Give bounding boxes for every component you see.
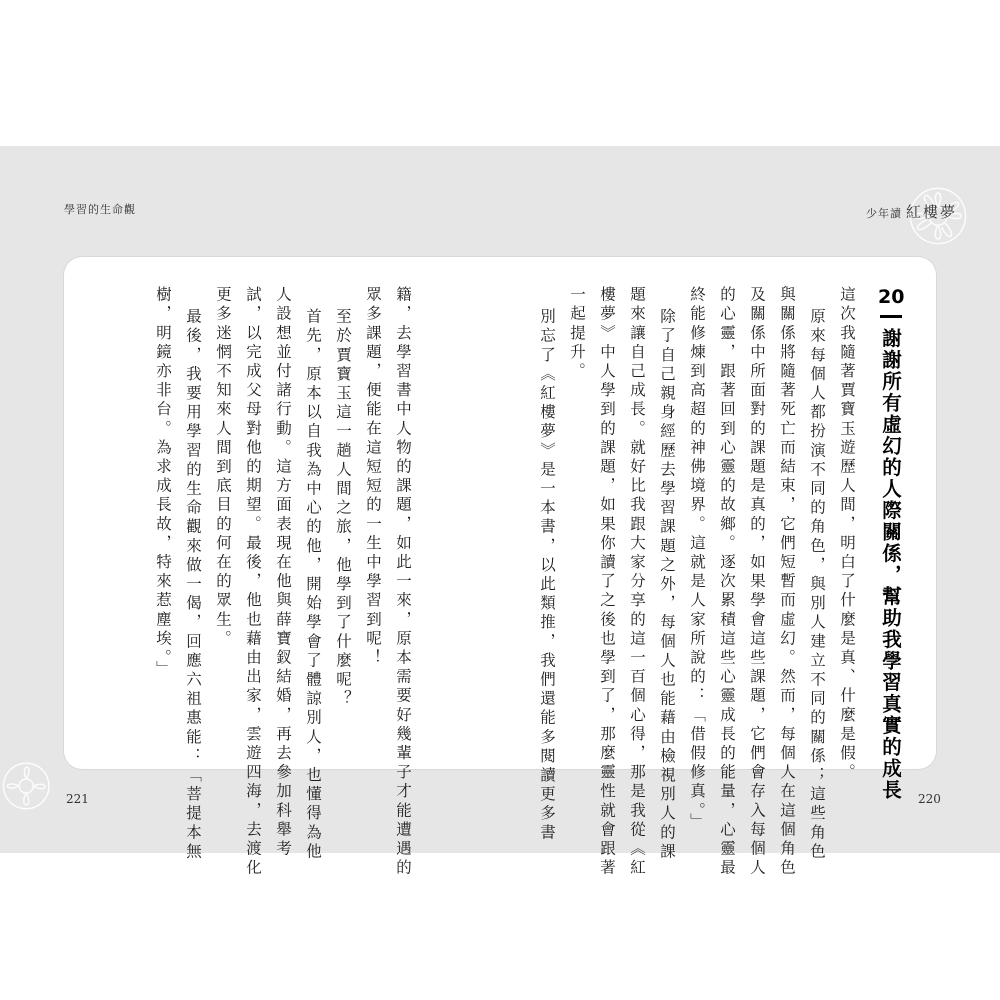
text-column: 籍，去學習書中人物的課題，如此一來，原本需要好幾輩子才能遭遇的: [394, 286, 412, 879]
text-column: 眾多課題，便能在這短短的一生中學習到呢！: [364, 286, 382, 668]
text-column: 一起提升。: [568, 286, 586, 382]
text-column: 至於賈寶玉這一趟人間之旅，他學到了什麼呢？: [334, 308, 352, 710]
text-column: 的心靈，跟著回到心靈的故鄉。逐次累積這些心靈成長的能量，心靈最: [718, 286, 736, 879]
text-column: 除了自己親身經歷去學習課題之外，每個人也能藉由檢視別人的課: [658, 308, 676, 862]
text-column: 試，以完成父母對他的期望。最後，他也藉由出家，雲遊四海，去渡化: [244, 286, 262, 879]
series-label: 少年讀: [866, 207, 902, 220]
text-column: 及關係中所面對的課題是真的，如果學會這些課題，它們會存入每個人: [748, 286, 766, 879]
text-column: 終能修煉到高超的神佛境界。這就是人家所說的：「借假修真。」: [688, 286, 706, 833]
text-column: 首先，原本以自我為中心的他，開始學會了體諒別人，也懂得為他: [304, 308, 322, 862]
text-column: 題來讓自己成長。就好比我跟大家分享的這一百個心得，那是我從《紅: [628, 286, 646, 879]
chapter-number: 20: [878, 286, 905, 308]
page-number-right: 220: [918, 792, 941, 806]
chapter-dash: [880, 315, 902, 318]
text-column: 與關係將隨著死亡而結束，它們短暫而虛幻。然而，每個人在這個角色: [778, 286, 796, 879]
text-column: 更多迷惘不知來人間到底目的何在的眾生。: [214, 286, 232, 649]
text-column: 樓夢》中人學到的課題，如果你讀了之後也學到了，那麼靈性就會跟著: [598, 286, 616, 879]
floral-ornament-icon: [0, 742, 70, 830]
text-column: 別忘了《紅樓夢》是一本書，以此類推，我們還能多閱讀更多書: [538, 308, 556, 843]
text-column: 樹，明鏡亦非台。為求成長故，特來惹塵埃。」: [154, 286, 172, 680]
book-title: 紅樓夢: [906, 203, 958, 221]
text-column: 最後，我要用學習的生命觀來做一偈，回應六祖惠能：「菩提本無: [184, 308, 202, 862]
chapter-title: 謝謝所有虛幻的人際關係，幫助我學習真實的成長: [879, 328, 902, 801]
text-column: 這次我隨著賈寶玉遊歷人間，明白了什麼是真、什麼是假。: [838, 286, 856, 783]
running-header-right: [866, 201, 957, 222]
text-column: 人設想並付諸行動。這方面表現在他與薛寶釵結婚，再去參加科舉考: [274, 286, 292, 859]
page-number-left: 221: [66, 792, 89, 806]
running-header-left: 學習的生命觀: [64, 203, 136, 216]
text-column: 原來每個人都扮演不同的角色，與別人建立不同的關係；這些角色: [808, 308, 826, 862]
